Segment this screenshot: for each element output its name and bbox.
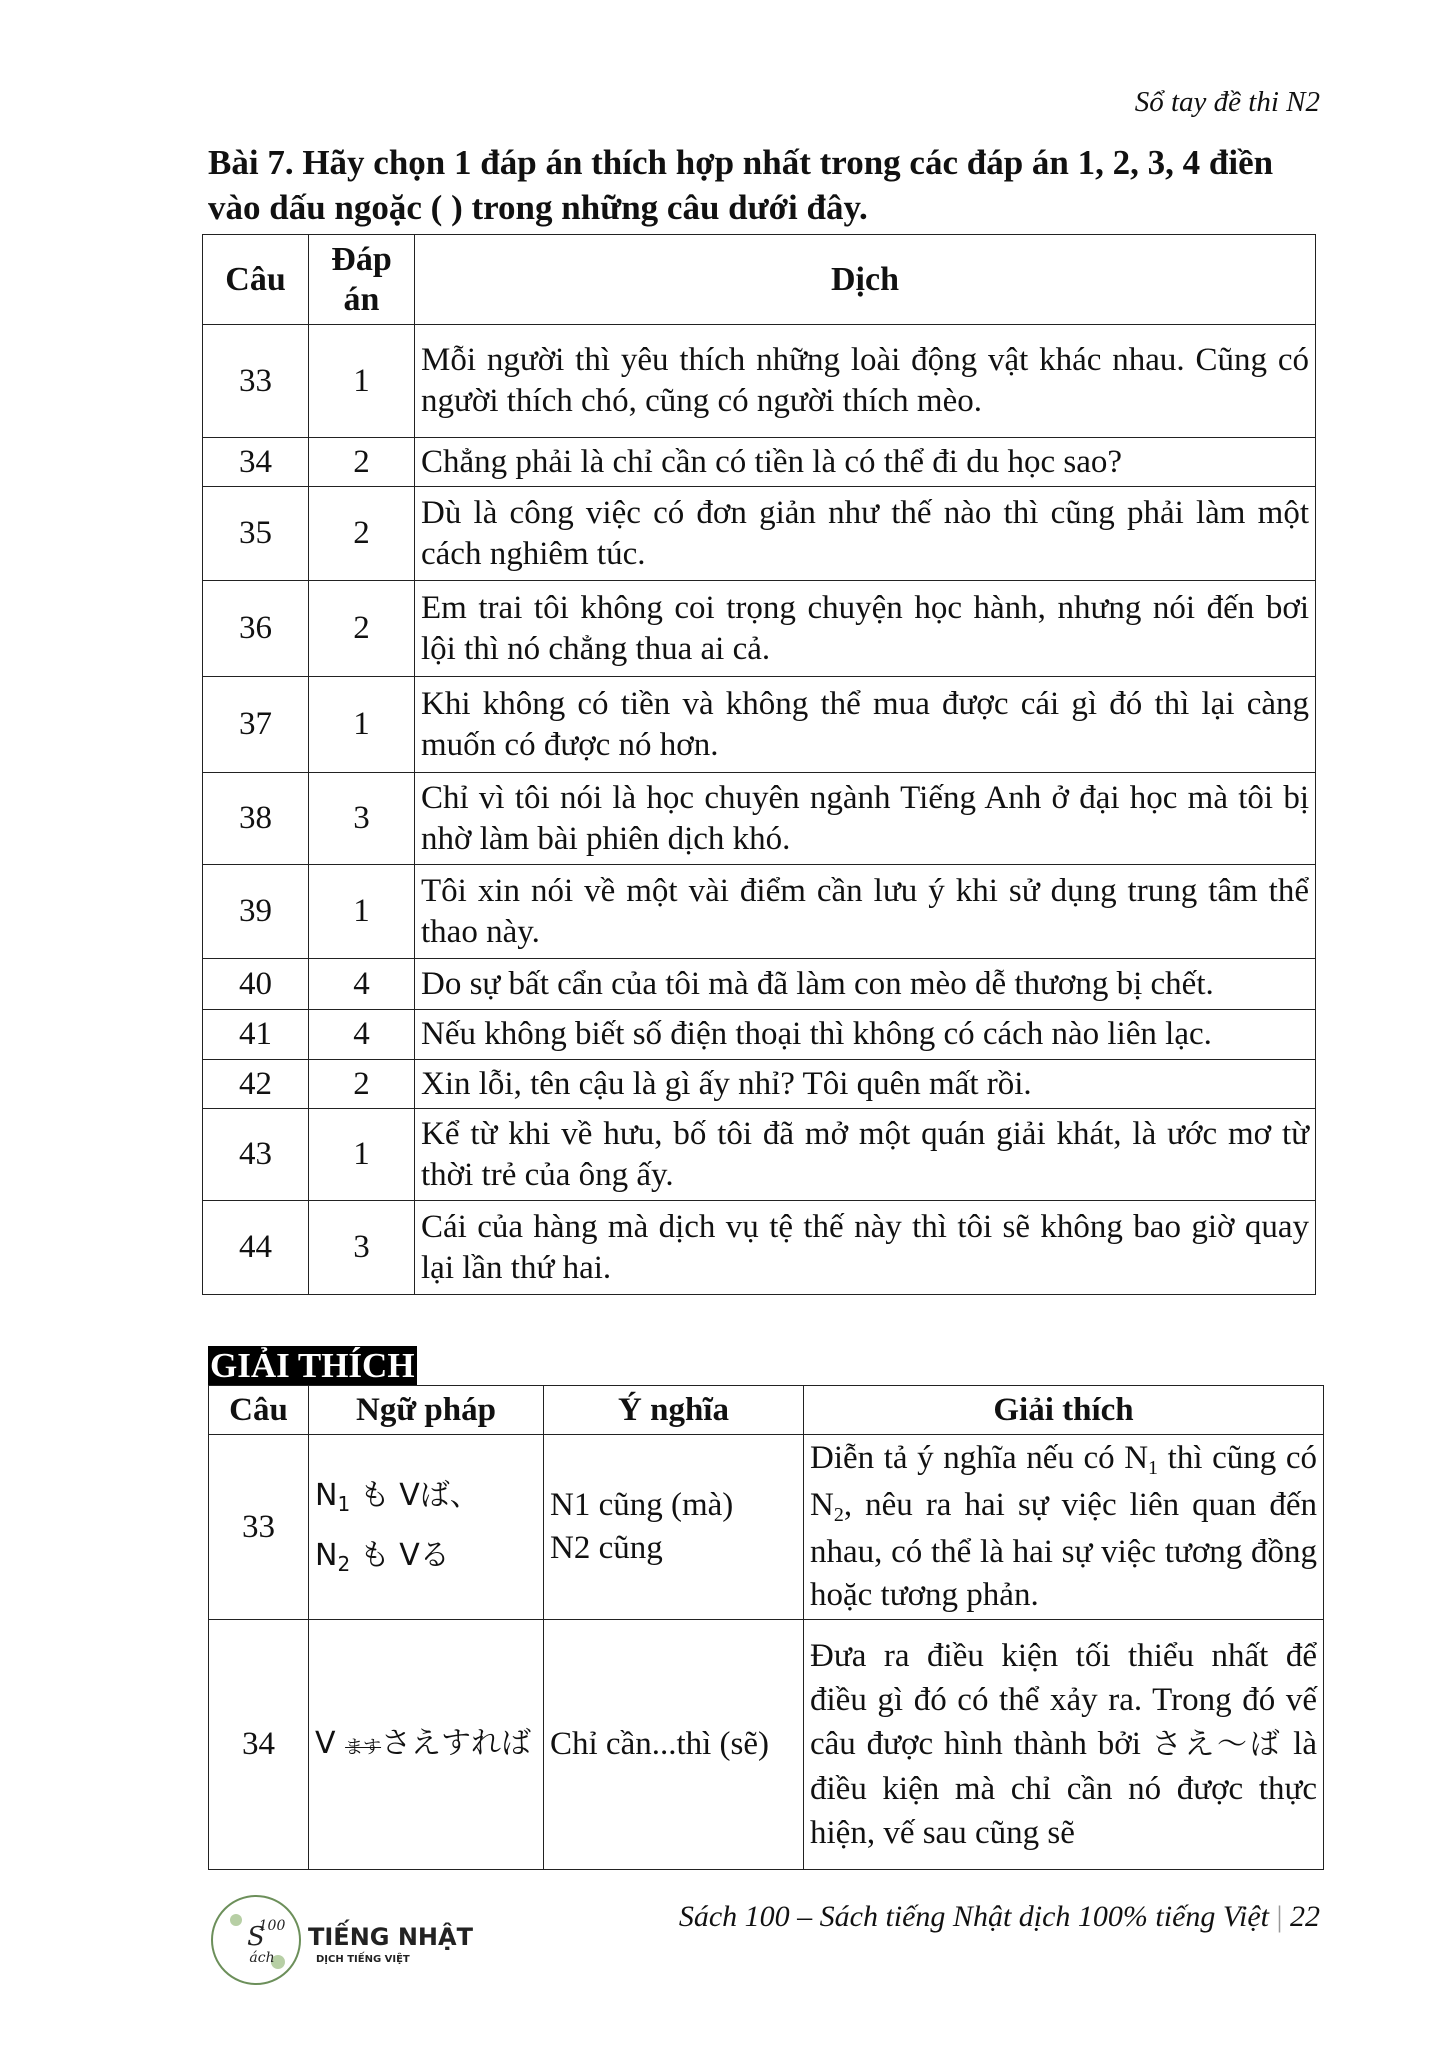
- answer-table: [202, 234, 1316, 1295]
- translation: Mỗi người thì yêu thích những loài động vật khác nhau. Cũng có người thích chó, cũng có người thích mèo.: [415, 325, 1316, 438]
- col-header-answer: Đáp án: [309, 235, 415, 325]
- translation: Chỉ vì tôi nói là học chuyên ngành Tiếng Anh ở đại học mà tôi bị nhờ làm bài phiên dịch khó.: [415, 773, 1316, 865]
- table-row: [203, 959, 1316, 1010]
- question-number: 35: [203, 487, 309, 581]
- footer: [679, 1900, 1320, 1934]
- meaning: Chỉ cần...thì (sẽ): [544, 1620, 804, 1870]
- translation: Dù là công việc có đơn giản như thế nào thì cũng phải làm một cách nghiêm túc.: [415, 487, 1316, 581]
- exercise-title: Bài 7. Hãy chọn 1 đáp án thích hợp nhất trong các đáp án 1, 2, 3, 4 điền vào dấu ngoặc ( ) trong những câu dưới đây.: [208, 143, 1274, 227]
- question-number: 40: [203, 959, 309, 1010]
- publisher-logo: [206, 1890, 473, 1990]
- question-number: 33: [209, 1435, 309, 1620]
- answer-choice: 2: [309, 1060, 415, 1109]
- explanation-text: Diễn tả ý nghĩa nếu có N1 thì cũng có N2, nêu ra hai sự việc liên quan đến nhau, có thể là hai sự việc tương đồng hoặc tương phản.: [804, 1435, 1324, 1620]
- translation: Em trai tôi không coi trọng chuyện học hành, nhưng nói đến bơi lội thì nó chẳng thua ai cả.: [415, 581, 1316, 677]
- table-row: [203, 325, 1316, 438]
- answer-choice: 1: [309, 865, 415, 959]
- question-number: 43: [203, 1109, 309, 1201]
- answer-choice: 2: [309, 581, 415, 677]
- translation: Cái của hàng mà dịch vụ tệ thế này thì tôi sẽ không bao giờ quay lại lần thứ hai.: [415, 1201, 1316, 1295]
- col-header-meaning: Ý nghĩa: [544, 1386, 804, 1435]
- table-row: [203, 1010, 1316, 1060]
- question-number: 38: [203, 773, 309, 865]
- table-row: [203, 487, 1316, 581]
- question-number: 42: [203, 1060, 309, 1109]
- answer-choice: 1: [309, 1109, 415, 1201]
- table-row: [209, 1620, 1324, 1870]
- table-row: [203, 865, 1316, 959]
- question-number: 34: [209, 1620, 309, 1870]
- footer-separator: |: [1276, 1900, 1283, 1933]
- table-row: [209, 1435, 1324, 1620]
- translation: Do sự bất cẩn của tôi mà đã làm con mèo dễ thương bị chết.: [415, 959, 1316, 1010]
- question-number: 34: [203, 438, 309, 487]
- col-header-grammar: Ngữ pháp: [309, 1386, 544, 1435]
- table-row: [203, 1060, 1316, 1109]
- answer-choice: 3: [309, 1201, 415, 1295]
- section-label: GIẢI THÍCH: [210, 1346, 415, 1385]
- col-header-question: Câu: [203, 235, 309, 325]
- question-number: 39: [203, 865, 309, 959]
- answer-choice: 3: [309, 773, 415, 865]
- answer-choice: 4: [309, 959, 415, 1010]
- translation: Nếu không biết số điện thoại thì không có cách nào liên lạc.: [415, 1010, 1316, 1060]
- grammar-pattern: $N_1$ も Vば、 $N_2$ も Vる: [309, 1435, 544, 1620]
- explanation-text: Đưa ra điều kiện tối thiểu nhất để điều gì đó có thể xảy ra. Trong đó vế câu được hình thành bởi さえ〜ば là điều kiện mà chỉ cần nó được thực hiện, vế sau cũng sẽ: [804, 1620, 1324, 1870]
- answer-table-header: [203, 235, 1316, 325]
- svg-text:S: S: [247, 1922, 265, 1952]
- translation: Chẳng phải là chỉ cần có tiền là có thể đi du học sao?: [415, 438, 1316, 487]
- logo-graphic: [206, 1890, 473, 1990]
- svg-text:ách: ách: [249, 1950, 275, 1966]
- table-row: [203, 581, 1316, 677]
- page-number: 22: [1290, 1900, 1320, 1933]
- col-header-explanation: Giải thích: [804, 1386, 1324, 1435]
- answer-choice: 2: [309, 438, 415, 487]
- explanation-table: [208, 1385, 1324, 1870]
- question-number: 44: [203, 1201, 309, 1295]
- answer-choice: 4: [309, 1010, 415, 1060]
- running-header: Sổ tay đề thi N2: [1134, 86, 1320, 118]
- col-header-question: Câu: [209, 1386, 309, 1435]
- answer-choice: 1: [309, 325, 415, 438]
- grammar-pattern: V ますさえすれば: [309, 1620, 544, 1870]
- meaning: N1 cũng (mà) N2 cũng: [544, 1435, 804, 1620]
- question-number: 36: [203, 581, 309, 677]
- table-row: [203, 677, 1316, 773]
- footer-book-title: Sách 100 – Sách tiếng Nhật dịch 100% tiếng Việt: [678, 1900, 1269, 1933]
- question-number: 41: [203, 1010, 309, 1060]
- translation: Khi không có tiền và không thể mua được cái gì đó thì lại càng muốn có được nó hơn.: [415, 677, 1316, 773]
- svg-text:DỊCH TIẾNG VIỆT: DỊCH TIẾNG VIỆT: [316, 1954, 410, 1965]
- table-row: [203, 773, 1316, 865]
- svg-text:TIẾNG NHẬT: TIẾNG NHẬT: [308, 1923, 473, 1951]
- answer-choice: 2: [309, 487, 415, 581]
- translation: Kể từ khi về hưu, bố tôi đã mở một quán giải khát, là ước mơ từ thời trẻ của ông ấy.: [415, 1109, 1316, 1201]
- answer-choice: 1: [309, 677, 415, 773]
- explanation-table-header: [209, 1386, 1324, 1435]
- table-row: [203, 438, 1316, 487]
- question-number: 33: [203, 325, 309, 438]
- svg-text:100: 100: [258, 1918, 286, 1934]
- translation: Tôi xin nói về một vài điểm cần lưu ý khi sử dụng trung tâm thể thao này.: [415, 865, 1316, 959]
- table-row: [203, 1109, 1316, 1201]
- col-header-translation: Dịch: [415, 235, 1316, 325]
- question-number: 37: [203, 677, 309, 773]
- translation: Xin lỗi, tên cậu là gì ấy nhỉ? Tôi quên mất rồi.: [415, 1060, 1316, 1109]
- table-row: [203, 1201, 1316, 1295]
